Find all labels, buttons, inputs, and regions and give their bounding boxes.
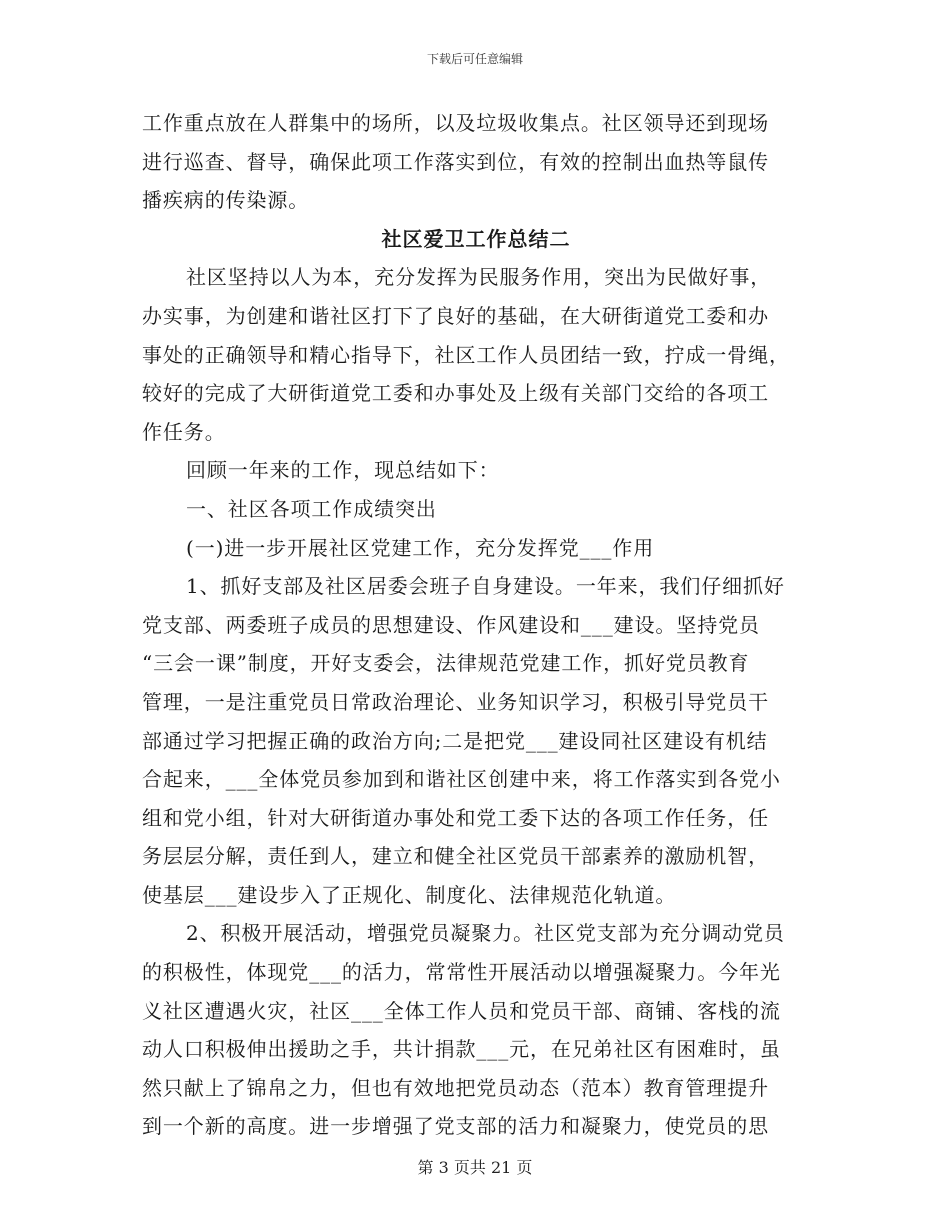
text-line: 办实事，为创建和谐社区打下了良好的基础，在大研街道党工委和办 bbox=[142, 303, 769, 328]
text-line: 到一个新的高度。进一步增强了党支部的活力和凝聚力，使党员的思 bbox=[142, 1114, 769, 1139]
text-line: 然只献上了锦帛之力，但也有效地把党员动态（范本）教育管理提升 bbox=[142, 1075, 769, 1100]
text-line: 工作重点放在人群集中的场所，以及垃圾收集点。社区领导还到现场 bbox=[142, 111, 769, 135]
text-line: 进行巡查、督导，确保此项工作落实到位，有效的控制出血热等鼠传 bbox=[142, 149, 769, 174]
text-line: 合起来，___全体党员参加到和谐社区创建中来，将工作落实到各党小 bbox=[142, 767, 781, 792]
text-line: 义社区遭遇火灾，社区___全体工作人员和党员干部、商铺、客栈的流 bbox=[142, 998, 781, 1023]
text-line: 使基层___建设步入了正规化、制度化、法律规范化轨道。 bbox=[142, 882, 677, 907]
text-line: 1、抓好支部及社区居委会班子自身建设。一年来，我们仔细抓好 bbox=[186, 574, 785, 599]
text-line: (一)进一步开展社区党建工作，充分发挥党___作用 bbox=[186, 535, 655, 560]
text-line: 作任务。 bbox=[142, 419, 226, 444]
text-line: 社区坚持以人为本，充分发挥为民服务作用，突出为民做好事， bbox=[186, 265, 772, 290]
text-line: 务层层分解，责任到人，建立和健全社区党员干部素养的激励机智， bbox=[142, 844, 769, 869]
text-line: 党支部、两委班子成员的思想建设、作风建设和___建设。坚持党员 bbox=[142, 612, 760, 637]
section-title: 社区爱卫工作总结二 bbox=[381, 226, 571, 251]
text-line: 事处的正确领导和精心指导下，社区工作人员团结一致，拧成一骨绳， bbox=[142, 342, 790, 367]
text-line: “三会一课”制度，开好支委会，法律规范党建工作，抓好党员教育 bbox=[142, 651, 750, 676]
text-line: 管理，一是注重党员日常政治理论、业务知识学习，积极引导党员干 bbox=[142, 689, 769, 714]
text-line: 一、社区各项工作成绩突出 bbox=[186, 496, 437, 521]
text-line: 播疾病的传染源。 bbox=[142, 188, 310, 213]
text-line: 2、积极开展活动，增强党员凝聚力。社区党支部为充分调动党员 bbox=[186, 921, 785, 946]
text-line: 组和党小组，针对大研街道办事处和党工委下达的各项工作任务，任 bbox=[142, 805, 769, 830]
text-line: 较好的完成了大研街道党工委和办事处及上级有关部门交给的各项工 bbox=[142, 381, 769, 406]
text-line: 的积极性，体现党___的活力，常常性开展活动以增强凝聚力。今年光 bbox=[142, 960, 781, 985]
text-line: 动人口积极伸出援助之手，共计捐款___元，在兄弟社区有困难时，虽 bbox=[142, 1037, 781, 1062]
page-footer: 第 3 页共 21 页 bbox=[417, 1158, 533, 1177]
text-line: 部通过学习把握正确的政治方向;二是把党___建设同社区建设有机结 bbox=[142, 728, 768, 753]
text-line: 回顾一年来的工作，现总结如下： bbox=[186, 458, 500, 483]
document-body bbox=[142, 104, 810, 1146]
page-header: 下载后可任意编辑 bbox=[426, 52, 523, 66]
